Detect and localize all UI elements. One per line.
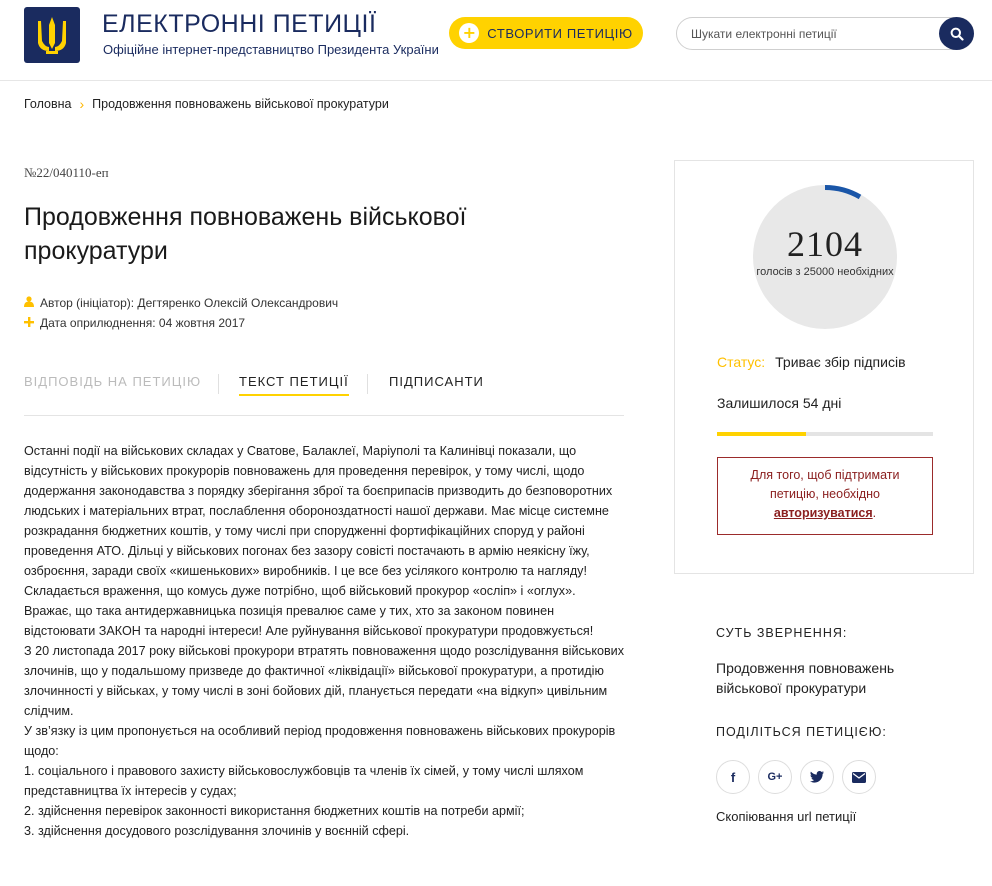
envelope-icon [852,772,866,783]
coat-of-arms-logo[interactable] [24,7,80,63]
site-header [0,0,992,81]
petition-paragraph: 3. здійснення досудового розслідування злочинів у воєнній сфері. [24,824,410,838]
petition-paragraph: 1. соціального і правового захисту військовослужбовців та членів їх сімей, у тому числі шляхом представництва їх інтересів у судах; [24,764,584,798]
tab-divider [367,374,368,394]
search-box [676,17,974,50]
plus-small-icon [24,316,40,330]
twitter-share-button[interactable] [800,760,834,794]
plus-icon: + [459,23,479,43]
chevron-right-icon: › [79,96,85,112]
search-icon [950,27,964,41]
email-share-button[interactable] [842,760,876,794]
vote-counter [753,185,897,329]
petition-paragraph: З 20 листопада 2017 року військові прокурори втратять повноваження щодо розслідування військових злочинів, що у подальшому призведе до фактичної «ліквідації» військової прокуратури, а протидію злочинності у військах, у тому числі в зоні бойових дій, планується передати «на відкуп» цивільним слідчим. [24,644,625,718]
status-key: Статус: [717,354,766,370]
breadcrumb-current: Продовження повноважень військової прокуратури [92,97,389,111]
vote-count: 2104 [787,224,863,264]
essence-heading: СУТЬ ЗВЕРНЕННЯ: [716,626,848,640]
login-link[interactable]: авторизуватися [773,506,873,520]
petition-tabs [24,374,624,416]
copy-url-link[interactable]: Скопіювання url петиції [716,809,857,824]
google-plus-share-button[interactable] [758,760,792,794]
site-subtitle: Офіційне інтернет-представництво Президента України [103,42,439,57]
page-title: Продовження повноважень військової прокуратури [24,203,467,265]
google-plus-icon: G+ [767,771,783,783]
vote-count-label: голосів з 25000 необхідних [756,266,894,278]
petition-number: №22/040110-еп [24,165,109,180]
time-progress-bar [717,432,933,436]
share-heading: ПОДІЛІТЬСЯ ПЕТИЦІЄЮ: [716,725,887,739]
days-remaining: Залишилося 54 дні [717,395,842,411]
search-button[interactable] [939,17,974,50]
petition-paragraph: 2. здійснення перевірок законності використання бюджетних коштів на потреби армії; [24,804,525,818]
auth-end: . [872,506,877,520]
vote-card [674,160,974,574]
share-buttons [716,760,884,794]
status-value: Триває збір підписів [775,354,906,370]
twitter-icon [810,771,824,783]
tab-answer[interactable]: ВІДПОВІДЬ НА ПЕТИЦІЮ [24,374,202,389]
create-petition-button[interactable] [449,17,643,49]
create-petition-label: СТВОРИТИ ПЕТИЦІЮ [487,25,633,41]
search-input[interactable] [691,25,921,43]
facebook-icon: f [730,769,736,785]
date-line [24,316,245,330]
auth-text: Для того, щоб підтримати петицію, необхідно [750,468,900,501]
petition-text [24,441,626,841]
trident-icon [32,13,72,57]
auth-notice [717,457,933,535]
time-progress-fill [717,432,806,436]
tab-signers[interactable]: ПІДПИСАНТИ [389,374,484,389]
petition-paragraph: Останні події на військових складах у Сватове, Балаклеї, Маріуполі та Калинівці показали, що відсутність у військових прокурорів повноважень для проведення перевірок, у тому числі, щодо додержання законодавства з порядку зберігання зброї та боєприпасів призводить до безповоротних людських і матеріальних втрат, послаблення обороноздатності нашої держави. Має місце системне розкрадання бюджетних коштів, у тому числі при спорудженні фортифікаційних споруд у районі проведення АТО. Дільці у військових погонах без зазору совісті постачають в армію неякісну їжу, озброєння, заради своїх «кишенькових» виробників. І це все без усілякого контролю та нагляду! [24,444,613,578]
user-icon [24,296,40,310]
breadcrumb-home[interactable]: Головна [24,97,72,111]
date-text: Дата оприлюднення: 04 жовтня 2017 [40,316,246,330]
author-text: Автор (ініціатор): Дегтяренко Олексій Олександрович [40,296,339,310]
petition-paragraph: У зв’язку із цим пропонується на особливий період продовження повноважень військових прокурорів щодо: [24,724,616,758]
site-title[interactable]: ЕЛЕКТРОННІ ПЕТИЦІЇ [102,10,377,38]
petition-paragraph: Складається враження, що комусь дуже потрібно, щоб військовий прокурор «осліп» і «оглух». Вражає, що така антидержавницька позиція превалює саме у тих, хто за законом повинен відстоювати ЗАКОН та народні інтереси! Але руйнування військової прокуратури продовжується! [24,584,594,638]
status-line [717,354,906,370]
breadcrumb [24,96,389,112]
essence-text: Продовження повноважень військової прокуратури [716,660,895,696]
facebook-share-button[interactable] [716,760,750,794]
author-line [24,296,338,310]
tab-divider [218,374,219,394]
tab-text[interactable]: ТЕКСТ ПЕТИЦІЇ [239,374,349,396]
